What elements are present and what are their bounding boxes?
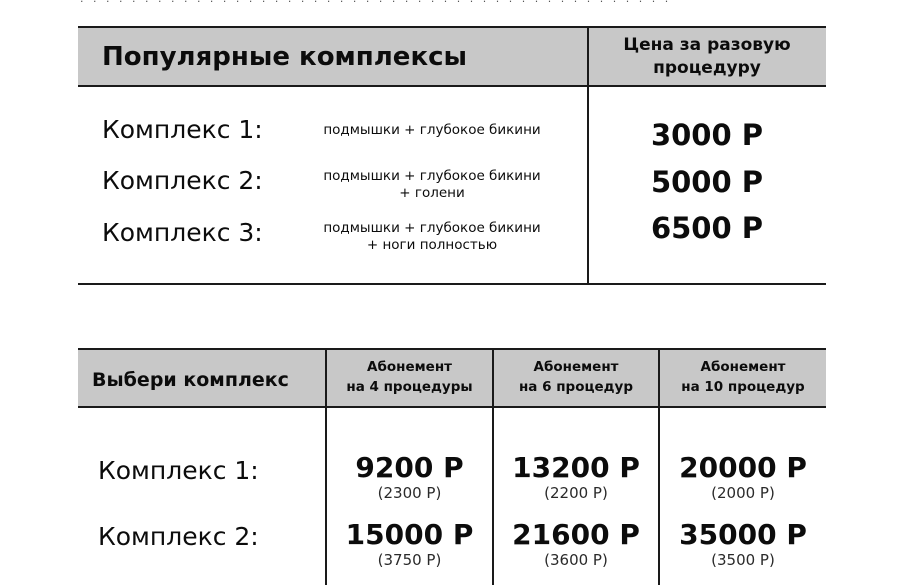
popular-row-3-desc (298, 220, 566, 254)
subscription-row-1-cell-10 (660, 452, 826, 502)
subscription-row-1-cell-6 (494, 452, 658, 502)
subscription-header-10-line2: на 10 процедур (681, 379, 805, 395)
popular-row-2-desc-line2: + голени (399, 185, 465, 201)
subscriptions-header-bottom-border (78, 406, 826, 408)
subscription-header-4-line2: на 4 процедуры (346, 379, 473, 395)
popular-title: Популярные комплексы (102, 42, 468, 72)
subscription-header-10 (660, 357, 826, 397)
subscription-row-2-cell-4-per: (3750 Р) (377, 551, 442, 569)
subscription-header-4 (327, 357, 492, 397)
popular-row-3-label: Комплекс 3: (102, 218, 263, 247)
popular-top-border (78, 26, 826, 28)
popular-row-1-desc-line1: подмышки + глубокое бикини (323, 122, 541, 138)
popular-row-1-price: 3000 Р (650, 118, 764, 152)
subscription-row-2-cell-4-total: 15000 Р (345, 518, 474, 551)
popular-row-2-price: 5000 Р (650, 165, 764, 199)
subscription-row-1-cell-4-total: 9200 Р (355, 451, 464, 484)
subscription-row-2-label: Комплекс 2: (98, 522, 259, 551)
popular-row-2-desc (298, 168, 566, 202)
popular-price-header: Цена за разовую процедуру (623, 35, 791, 78)
popular-bottom-border (78, 283, 826, 285)
popular-row-3-desc-line1: подмышки + глубокое бикини (323, 220, 541, 236)
subscription-row-2-cell-10-total: 35000 Р (679, 518, 807, 551)
popular-row-1-desc (298, 122, 566, 139)
subscription-row-2-cell-4 (327, 519, 492, 569)
subscription-row-1-cell-6-total: 13200 Р (512, 451, 640, 484)
popular-header-bottom-border (78, 85, 826, 87)
subscription-header-6-line1: Абонемент (533, 359, 619, 375)
subscription-row-1-label: Комплекс 1: (98, 456, 259, 485)
subscription-row-1-cell-4-per: (2300 Р) (377, 484, 442, 502)
popular-row-1-label: Комплекс 1: (102, 115, 263, 144)
subscription-header-10-line1: Абонемент (700, 359, 786, 375)
subscription-row-2-cell-6-per: (3600 Р) (544, 551, 608, 569)
subscription-header-6 (494, 357, 658, 397)
subscription-header-4-line1: Абонемент (367, 359, 452, 375)
subscription-row-1-cell-6-per: (2200 Р) (544, 484, 608, 502)
subscription-row-1-cell-10-per: (2000 Р) (711, 484, 775, 502)
popular-row-2-desc-line1: подмышки + глубокое бикини (323, 168, 541, 184)
popular-row-3-desc-line2: + ноги полностью (366, 237, 498, 253)
subscription-row-1-cell-4 (327, 452, 492, 502)
subscriptions-top-border (78, 348, 826, 350)
subscription-header-6-line2: на 6 процедур (518, 379, 634, 395)
cropped-text-remnant: · · · · · · · · · · · · · · · · · · · · · · · · · · · · · · · · · · · · · · · · · · · · · · (80, 0, 672, 8)
subscription-row-2-cell-10 (660, 519, 826, 569)
subscription-row-2-cell-10-per: (3500 Р) (711, 551, 775, 569)
subscriptions-title: Выбери комплекс (92, 369, 289, 391)
popular-row-3-price: 6500 Р (650, 211, 764, 245)
subscription-row-1-cell-10-total: 20000 Р (679, 451, 807, 484)
subscription-row-2-cell-6-total: 21600 Р (512, 518, 640, 551)
subscription-row-2-cell-6 (494, 519, 658, 569)
popular-row-2-label: Комплекс 2: (102, 166, 263, 195)
popular-column-divider (587, 26, 589, 285)
